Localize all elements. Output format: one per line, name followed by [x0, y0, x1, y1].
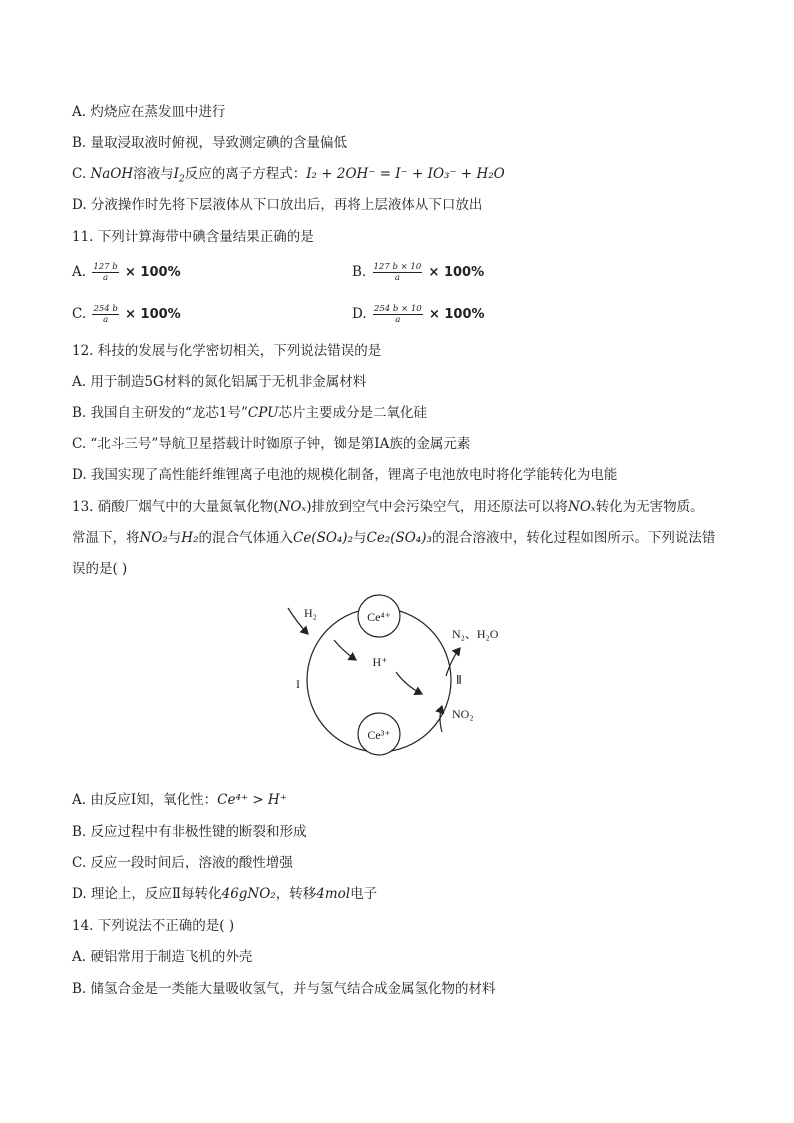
q11-option-c	[72, 304, 181, 325]
formula-naoh: NaOH	[90, 166, 134, 182]
text: 反应的离子方程式：	[184, 166, 307, 182]
percent-tail: × 100%	[125, 307, 181, 322]
h2-label: H₂	[304, 606, 317, 620]
ce4-label: Ce⁴⁺	[367, 610, 391, 624]
numerator: 127 b × 10	[373, 262, 422, 272]
no2-arrow	[440, 706, 442, 732]
q14-stem: 14. 下列说法不正确的是( )	[72, 918, 235, 934]
text: B. 我国自主研发的“龙芯1号”	[72, 405, 248, 421]
q14-option-b: B. 储氢合金是一类能大量吸收氢气，并与氢气结合成金属氢化物的材料	[72, 981, 496, 997]
numerator: 254 b	[93, 304, 118, 314]
oxidizing-comparison: Ce⁴⁺ > H⁺	[217, 792, 287, 808]
cycle-diagram	[280, 590, 520, 770]
reaction-i-label: I	[296, 677, 300, 691]
formula-nox: NOₓ	[278, 499, 307, 515]
q10-option-d: D. 分液操作时先将下层液体从下口放出后，再将上层液体从下口放出	[72, 197, 483, 213]
hplus-label: H⁺	[372, 655, 388, 669]
q12-option-a: A. 用于制造5G材料的氮化铝属于无机非金属材料	[72, 374, 367, 390]
q13-option-a	[72, 790, 287, 810]
arrow-from-hplus	[396, 672, 422, 694]
q11-stem: 11. 下列计算海带中碘含量结果正确的是	[72, 229, 314, 245]
ce3-label: Ce³⁺	[367, 728, 391, 742]
products-label: N₂、H₂O	[452, 627, 499, 641]
fraction	[373, 304, 423, 325]
text: 的混合溶液中，转化过程如图所示。下列说法错	[431, 530, 716, 546]
q12-stem: 12. 科技的发展与化学密切相关，下列说法错误的是	[72, 343, 382, 359]
q10-option-b: B. 量取浸取液时俯视，导致测定碘的含量偏低	[72, 135, 348, 151]
text: )排放到空气中会污染空气，用还原法可以将	[306, 499, 568, 515]
q14-option-a: A. 硬铝常用于制造飞机的外壳	[72, 949, 253, 965]
option-label: B.	[352, 264, 371, 280]
percent-tail: × 100%	[428, 265, 485, 280]
q13-stem-line2	[72, 528, 715, 548]
arrow-to-hplus	[334, 640, 356, 660]
mass-no2: 46gNO₂	[221, 886, 276, 902]
formula-no2: NO₂	[139, 530, 168, 546]
denominator: a	[103, 315, 109, 325]
formula-h2: H₂	[181, 530, 199, 546]
cpu-term: CPU	[247, 405, 279, 421]
text: 常温下，将	[72, 530, 140, 546]
option-label: A.	[72, 264, 91, 280]
reaction-ii-label: Ⅱ	[456, 673, 462, 687]
subscript: 2	[178, 174, 185, 185]
text: 溶液与	[133, 166, 174, 182]
q12-option-c: C. “北斗三号”导航卫星搭载计时铷原子钟，铷是第ⅠA族的金属元素	[72, 436, 471, 452]
ionic-equation: I₂ + 2OH⁻ = I⁻ + IO₃⁻ + H₂O	[306, 166, 505, 182]
text: 的混合气体通入	[198, 530, 293, 546]
denominator: a	[394, 273, 400, 283]
no2-label: NO₂	[452, 707, 474, 721]
option-label: C.	[72, 306, 91, 322]
text: 13. 硝酸厂烟气中的大量氮氧化物(	[72, 499, 279, 515]
q10-option-c	[72, 164, 505, 190]
text: 电子	[350, 886, 378, 902]
denominator: a	[102, 273, 109, 283]
text: 转化为无害物质。	[595, 499, 704, 515]
percent-tail: × 100%	[125, 265, 181, 280]
q13-stem-line1	[72, 497, 704, 517]
text: D. 理论上，反应Ⅱ每转化	[72, 886, 222, 902]
q13-option-b: B. 反应过程中有非极性键的断裂和形成	[72, 824, 307, 840]
q13-stem-line3: 误的是( )	[72, 561, 128, 577]
fraction	[92, 304, 118, 325]
option-label: D.	[352, 306, 371, 322]
q11-option-a	[72, 262, 181, 283]
q12-option-b	[72, 403, 427, 423]
text: 芯片主要成分是二氧化硅	[278, 405, 427, 421]
q11-option-d	[352, 304, 485, 325]
formula-i2: I	[173, 166, 179, 182]
text: A. 由反应Ⅰ知，氧化性：	[72, 792, 218, 808]
text: 与	[352, 530, 367, 546]
q10-option-a: A. 灼烧应在蒸发皿中进行	[72, 104, 226, 120]
formula-nox: NOₓ	[568, 499, 596, 515]
text: ，转移	[275, 886, 317, 902]
q13-option-d	[72, 884, 377, 904]
percent-tail: × 100%	[428, 307, 485, 322]
denominator: a	[395, 315, 401, 325]
electron-mol: 4mol	[316, 886, 351, 902]
formula-ce-so4-2: Ce(SO₄)₂	[292, 530, 353, 546]
q13-option-c: C. 反应一段时间后，溶液的酸性增强	[72, 855, 293, 871]
q12-option-d: D. 我国实现了高性能纤维锂离子电池的规模化制备，锂离子电池放电时将化学能转化为电能	[72, 467, 618, 483]
text: 与	[167, 530, 182, 546]
fraction	[92, 262, 118, 283]
q11-option-b	[352, 262, 484, 283]
fraction	[373, 262, 423, 283]
numerator: 254 b × 10	[373, 304, 422, 314]
formula-ce2-so4-3: Ce₂(SO₄)₃	[366, 530, 432, 546]
numerator: 127 b	[93, 262, 118, 272]
option-label: C.	[72, 166, 91, 182]
